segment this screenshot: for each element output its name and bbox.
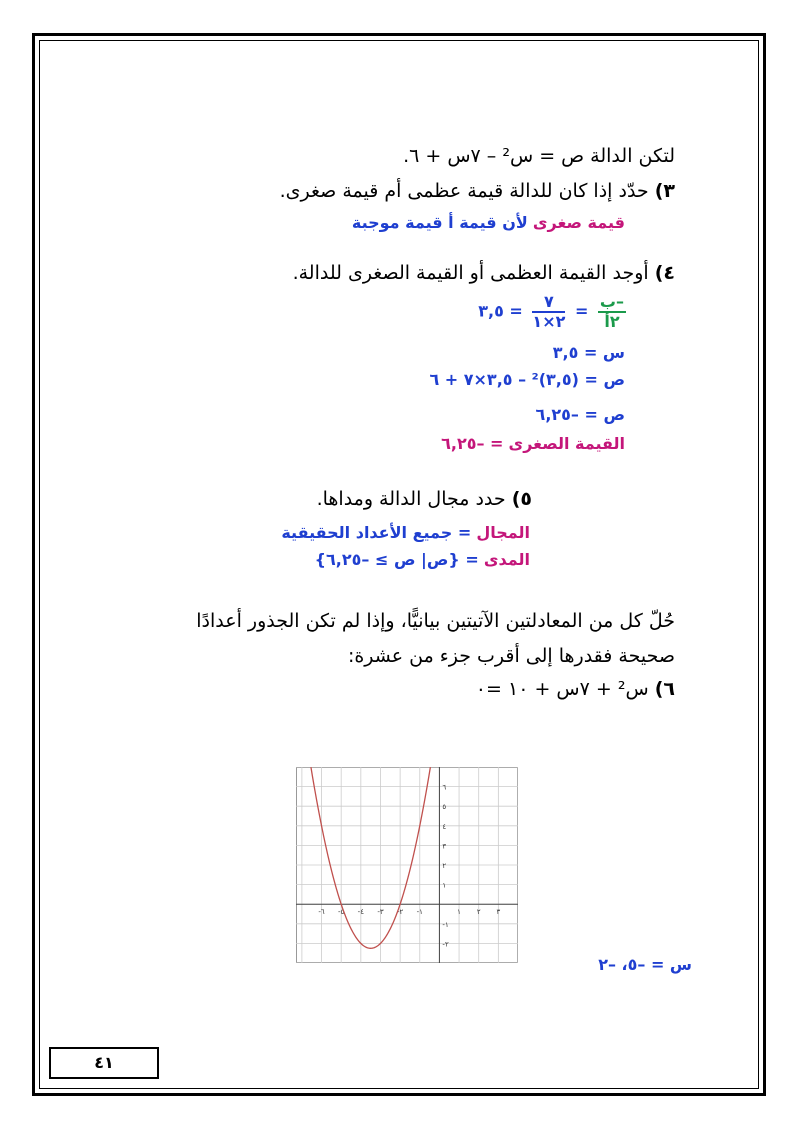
page-number: ٤١ — [94, 1053, 114, 1072]
question-6-number: ٦) — [654, 678, 675, 700]
domain-label: المجال — [476, 523, 530, 542]
intro-text: لتكن الدالة ص = س² – ٧س + ٦. — [403, 145, 675, 167]
y-tick-label: ٥ — [442, 803, 447, 812]
range-line — [315, 550, 530, 569]
question-5-number: ٥) — [511, 488, 532, 510]
x-tick-label: ٢ — [476, 908, 481, 917]
y-tick-label: ١ — [442, 881, 447, 890]
question-4 — [293, 262, 675, 284]
question-6-answer: س = –٥، –٢ — [598, 955, 692, 974]
question-6-equation: س² + ٧س + ١٠ =٠ — [475, 678, 649, 700]
fraction-7-over-2 — [532, 293, 565, 331]
page-number-box — [49, 1047, 159, 1079]
vertex-x-line: س = ٣,٥ — [552, 343, 625, 362]
answer-min-label: قيمة صغرى — [532, 213, 625, 232]
minimum-label: القيمة الصغرى — [508, 434, 625, 453]
fraction-minus-b-over-2a — [598, 293, 626, 331]
x-tick-label: ١ — [457, 908, 461, 917]
vertex-y-value: ص = –٦,٢٥ — [535, 405, 625, 424]
fraction-denominator: ٢أ — [604, 312, 620, 331]
vertex-fraction: $\frac{\text{–ب}}{\text{٢أ}}$ = $\frac{٧}{٢\times ١}$ = ٣,٥ — [478, 292, 624, 331]
question-5-text: حدد مجال الدالة ومداها. — [316, 488, 506, 510]
domain-line — [281, 523, 530, 542]
x-tick-label: -١ — [416, 908, 423, 917]
y-tick-label: ٢ — [442, 862, 447, 870]
range-value: = {ص| ص ≥ –٦,٢٥} — [314, 550, 479, 569]
fraction-numerator: ٧ — [532, 293, 565, 313]
fraction-numerator: –ب — [599, 292, 624, 311]
answer-reason: لأن قيمة أ قيمة موجبة — [351, 213, 528, 232]
vertex-y-substitution: ص = (٣,٥)² – ٣,٥×٧ + ٦ — [429, 370, 625, 389]
x-tick-label: -٤ — [357, 908, 364, 917]
question-4-number: ٤) — [654, 262, 675, 284]
x-tick-label: -٥ — [338, 908, 345, 917]
graph-grid — [296, 767, 518, 963]
instructions-line-1: حُلّ كل من المعادلتين الآتيتين بيانيًّا، وإذا لم تكن الجذور أعدادًا — [196, 610, 675, 632]
y-tick-label: ٦ — [442, 783, 447, 792]
question-6 — [476, 678, 675, 700]
question-5 — [317, 488, 532, 510]
x-tick-label: -٣ — [377, 908, 384, 917]
question-3-text: حدّد إذا كان للدالة قيمة عظمى أم قيمة صغرى. — [279, 180, 649, 202]
question-4-text: أوجد القيمة العظمى أو القيمة الصغرى للدالة. — [292, 262, 649, 284]
y-tick-label: ٤ — [442, 822, 447, 831]
y-tick-label: ٣ — [442, 842, 447, 851]
fraction-result: = ٣,٥ — [478, 301, 523, 321]
x-tick-label: -٦ — [318, 908, 325, 917]
minimum-value: = –٦,٢٥ — [441, 434, 504, 453]
instructions-line-2: صحيحة فقدرها إلى أقرب جزء من عشرة: — [347, 645, 675, 667]
minimum-value-line — [441, 434, 625, 453]
x-tick-label: -٢ — [396, 908, 404, 917]
question-3 — [280, 180, 675, 202]
question-3-answer — [352, 213, 625, 232]
parabola-graph — [296, 767, 518, 963]
domain-value: = جميع الأعداد الحقيقية — [281, 523, 472, 542]
fraction-denominator: ٢×١ — [532, 312, 566, 331]
y-tick-label: -١ — [442, 920, 449, 929]
question-3-number: ٣) — [654, 180, 675, 202]
x-tick-label: ٣ — [496, 908, 501, 917]
range-label: المدى — [483, 550, 530, 569]
y-tick-label: -٢ — [442, 940, 449, 949]
